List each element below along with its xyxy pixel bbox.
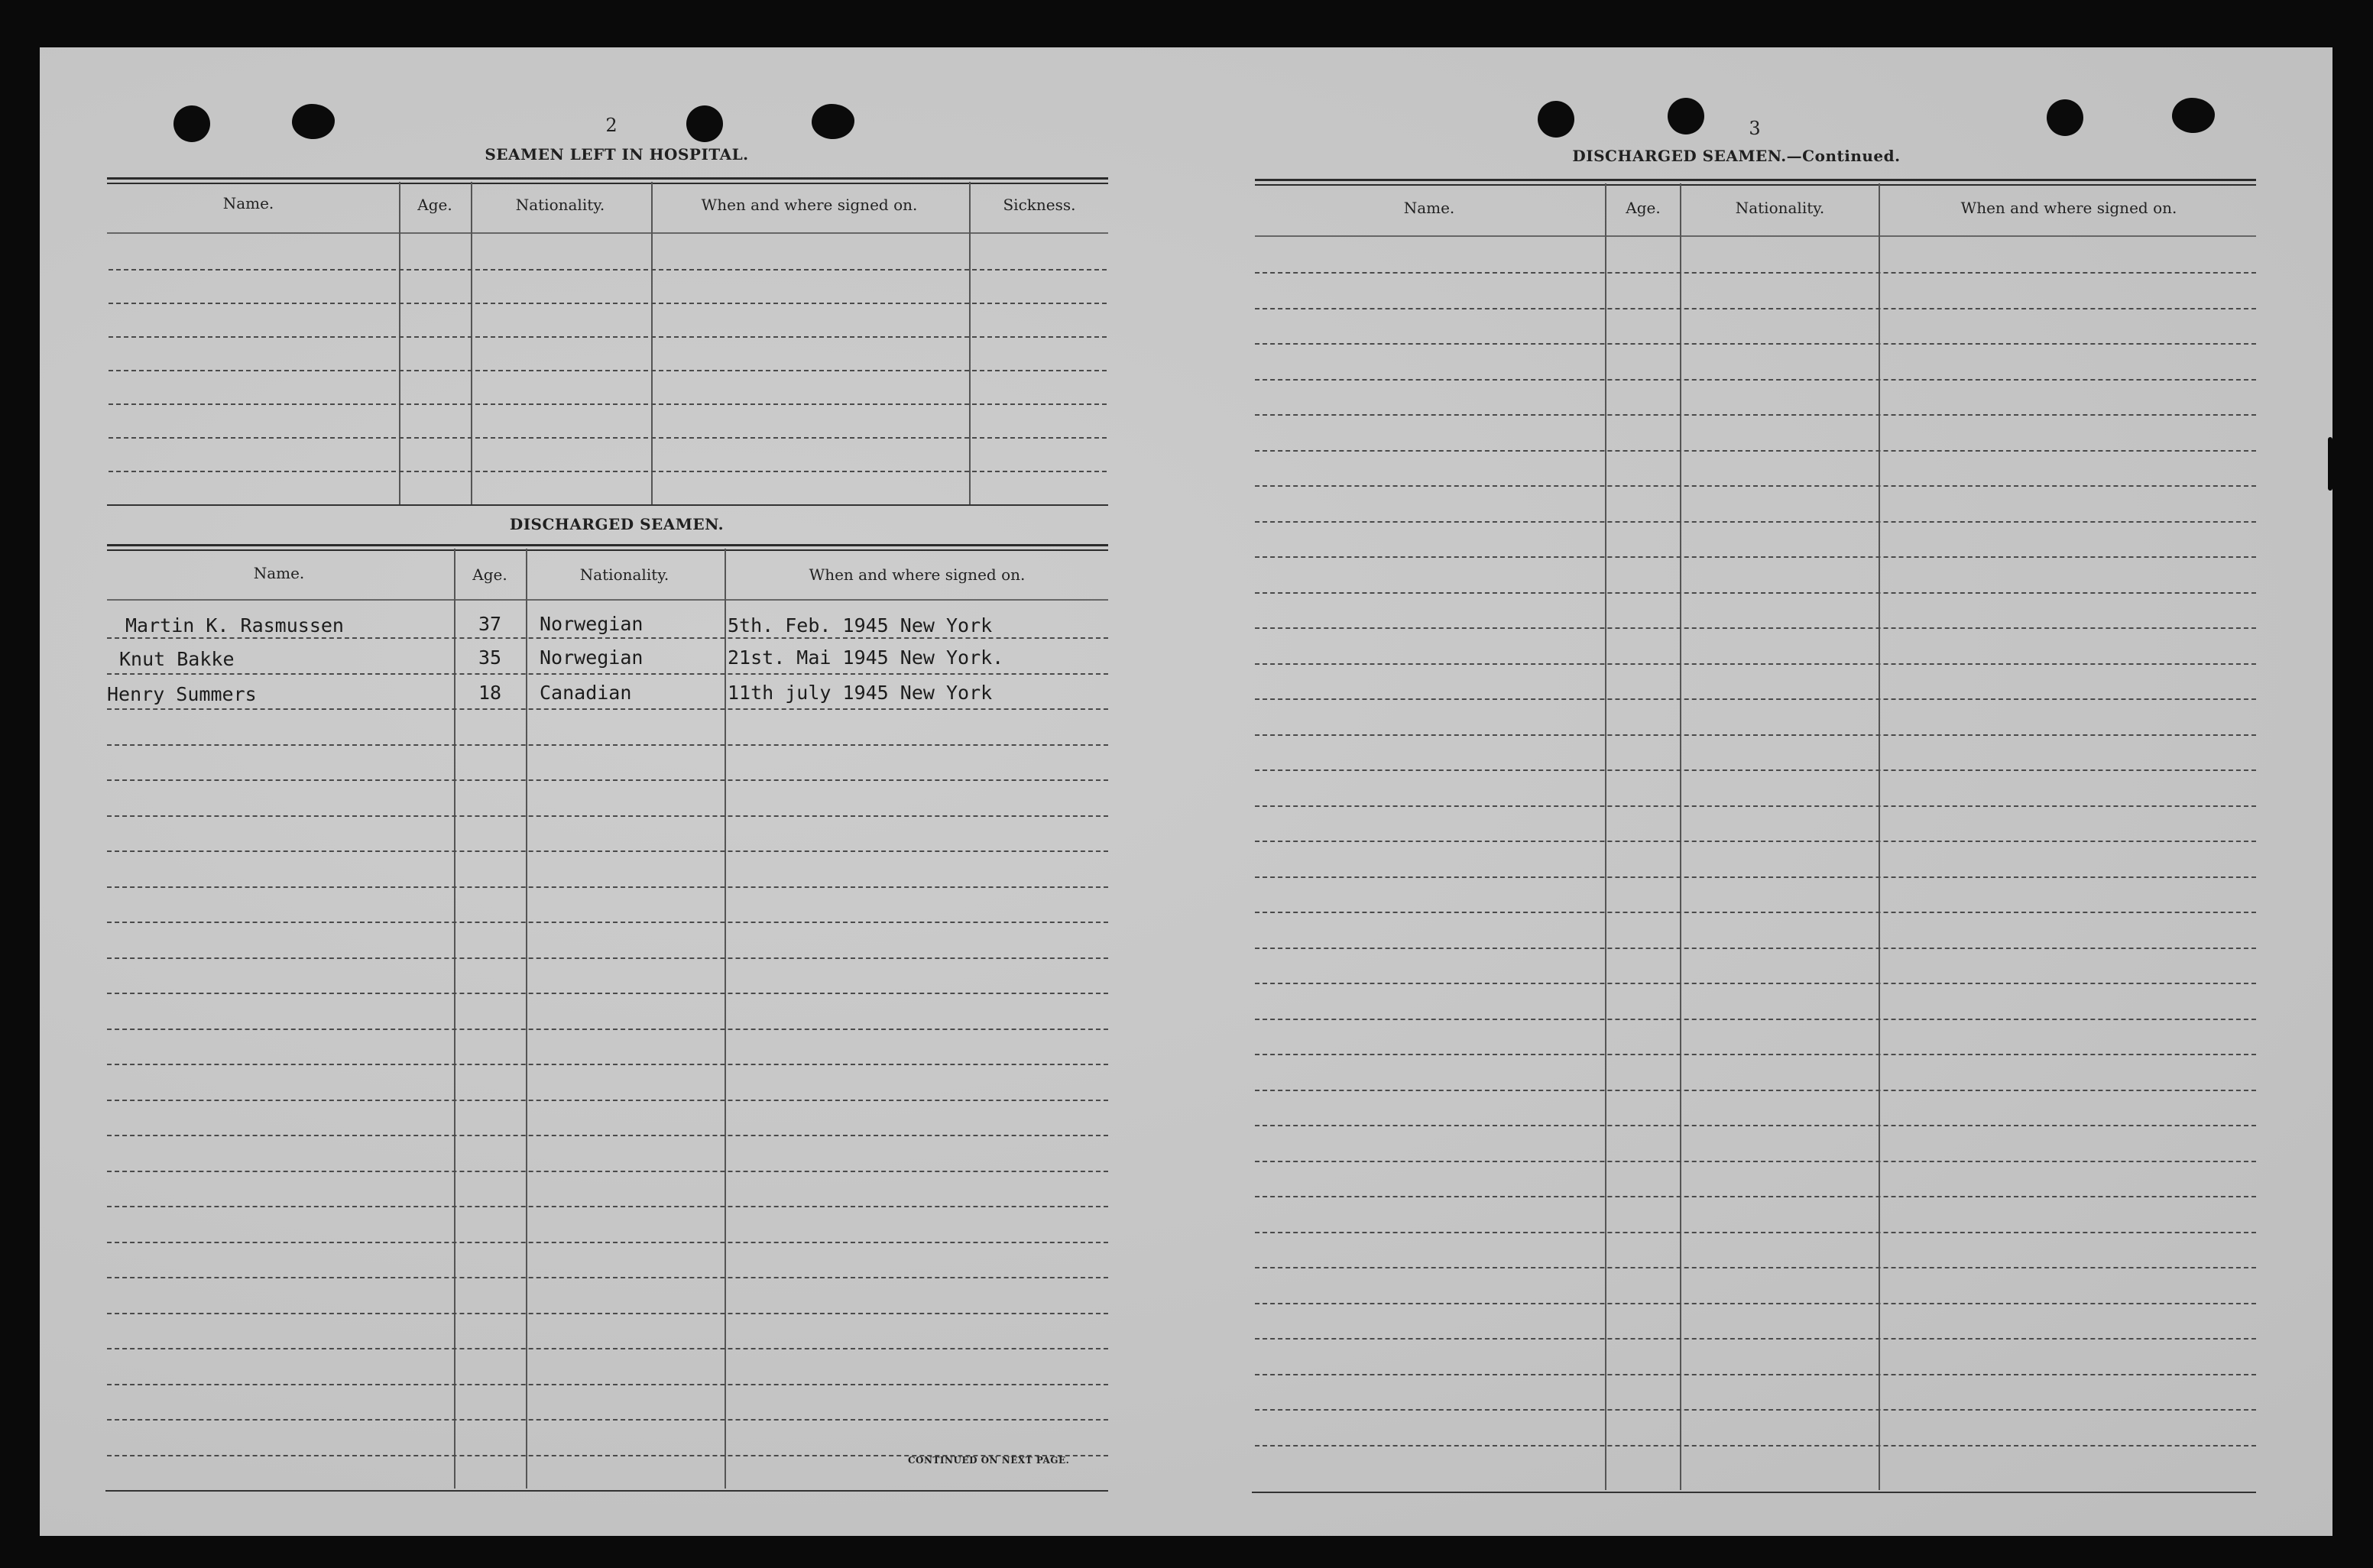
punch-hole (292, 104, 335, 139)
ruled-line (1255, 663, 2256, 665)
ruled-line (1255, 272, 2256, 274)
ruled-line (1255, 876, 2256, 878)
ruled-line (1255, 379, 2256, 381)
right-bottom-rule (1252, 1492, 2256, 1493)
ruled-line (107, 637, 1108, 639)
page-number: 2 (605, 115, 618, 136)
ruled-line (1255, 556, 2256, 558)
ruled-line (109, 303, 1107, 304)
ruled-line (1255, 1054, 2256, 1055)
ruled-line (1255, 343, 2256, 345)
discharged-top-rule (107, 544, 1108, 546)
ruled-line (107, 1384, 1108, 1385)
column-header-name: Name. (1403, 199, 1455, 217)
ruled-line (107, 1242, 1108, 1243)
column-header-name: Name. (253, 564, 305, 582)
document-sheet (40, 47, 2332, 1536)
ruled-line (1255, 1338, 2256, 1340)
ruled-line (1255, 734, 2256, 736)
ruled-line (1255, 450, 2256, 452)
punch-hole (1668, 98, 1704, 134)
ruled-line (107, 1135, 1108, 1136)
punch-hole (1538, 101, 1574, 138)
ruled-line (107, 1313, 1108, 1314)
ruled-line (109, 370, 1107, 371)
ruled-line (107, 922, 1108, 923)
ruled-line (109, 437, 1107, 439)
ruled-line (1255, 485, 2256, 487)
ruled-line (1255, 1232, 2256, 1233)
column-divider (399, 182, 400, 504)
hospital-top-rule (107, 177, 1108, 180)
ruled-line (1255, 912, 2256, 913)
ruled-line (107, 779, 1108, 781)
row-1-signed-on: 5th. Feb. 1945 New York (728, 614, 993, 637)
column-header-nationality: Nationality. (1735, 199, 1825, 217)
punch-hole (2172, 98, 2215, 133)
ruled-line (107, 1171, 1108, 1172)
ruled-line (107, 886, 1108, 888)
column-header-signed-on: When and where signed on. (809, 565, 1026, 584)
row-2-signed-on: 21st. Mai 1945 New York. (728, 646, 1004, 669)
ruled-line (1255, 1125, 2256, 1126)
ruled-line (1255, 1196, 2256, 1197)
punch-hole (173, 105, 210, 142)
ruled-line (107, 993, 1108, 994)
column-header-age: Age. (1626, 199, 1661, 217)
ruled-line (109, 336, 1107, 338)
column-header-name: Name. (222, 194, 274, 212)
ruled-line (107, 1206, 1108, 1207)
ruled-line (1255, 948, 2256, 949)
ruled-line (1255, 1161, 2256, 1162)
punch-hole (2047, 99, 2083, 136)
row-1-nationality: Norwegian (540, 613, 643, 635)
hospital-section-title: SEAMEN LEFT IN HOSPITAL. (485, 145, 749, 164)
ruled-line (109, 471, 1107, 472)
ruled-line (107, 1064, 1108, 1065)
row-3-nationality: Canadian (540, 682, 632, 704)
row-2-name: Knut Bakke (119, 648, 235, 670)
ruled-line (107, 708, 1108, 710)
ruled-line (107, 1348, 1108, 1349)
ruled-line (1255, 521, 2256, 523)
ruled-line (107, 1277, 1108, 1278)
ruled-line (107, 1029, 1108, 1030)
ruled-line (107, 850, 1108, 852)
ruled-line (1255, 983, 2256, 984)
column-divider (969, 182, 971, 504)
column-header-age: Age. (472, 565, 507, 584)
discharged-section-title: DISCHARGED SEAMEN. (509, 515, 725, 533)
ruled-line (107, 673, 1108, 675)
ruled-line (1255, 627, 2256, 629)
ruled-line (109, 403, 1107, 405)
row-1-name: Martin K. Rasmussen (125, 614, 344, 637)
right-top-rule (1255, 179, 2256, 181)
ruled-line (1255, 1303, 2256, 1304)
ruled-line (1255, 308, 2256, 309)
row-3-name: Henry Summers (107, 683, 257, 705)
discharged-bottom-rule (105, 1490, 1108, 1492)
column-header-nationality: Nationality. (579, 565, 669, 584)
ruled-line (1255, 1267, 2256, 1268)
ruled-line (1255, 1409, 2256, 1411)
discharged-header-rule (107, 599, 1108, 601)
row-2-age: 35 (478, 646, 502, 669)
ruled-line (1255, 592, 2256, 594)
right-header-rule (1255, 235, 2256, 237)
punch-hole (686, 105, 723, 142)
column-header-signed-on: When and where signed on. (1960, 199, 2177, 217)
ruled-line (1255, 414, 2256, 416)
column-header-nationality: Nationality. (515, 196, 605, 214)
ruled-line (109, 269, 1107, 271)
discharged-continued-title: DISCHARGED SEAMEN.—Continued. (1572, 147, 1901, 165)
column-header-sickness: Sickness. (1003, 196, 1076, 214)
column-header-age: Age. (417, 196, 452, 214)
ruled-line (1255, 1090, 2256, 1091)
ruled-line (1255, 698, 2256, 700)
column-divider (471, 182, 472, 504)
hospital-bottom-rule (107, 504, 1108, 506)
ruled-line (1255, 805, 2256, 807)
ruled-line (107, 1419, 1108, 1421)
column-header-signed-on: When and where signed on. (701, 196, 918, 214)
ruled-line (1255, 1019, 2256, 1020)
column-divider (651, 182, 653, 504)
ruled-line (107, 1100, 1108, 1101)
row-3-signed-on: 11th july 1945 New York (728, 682, 993, 704)
ruled-line (1255, 769, 2256, 771)
ruled-line (107, 744, 1108, 746)
page-number: 3 (1749, 118, 1761, 139)
row-2-nationality: Norwegian (540, 646, 643, 669)
row-1-age: 37 (478, 613, 502, 635)
paper-edge-tear (2328, 437, 2332, 491)
ruled-line (1255, 1445, 2256, 1447)
row-3-age: 18 (478, 682, 502, 704)
ruled-line (107, 815, 1108, 817)
hospital-header-rule (107, 232, 1108, 234)
continued-note: CONTINUED ON NEXT PAGE. (908, 1455, 1070, 1466)
ruled-line (107, 957, 1108, 959)
ruled-line (1255, 841, 2256, 842)
ruled-line (1255, 1374, 2256, 1375)
punch-hole (812, 104, 854, 139)
